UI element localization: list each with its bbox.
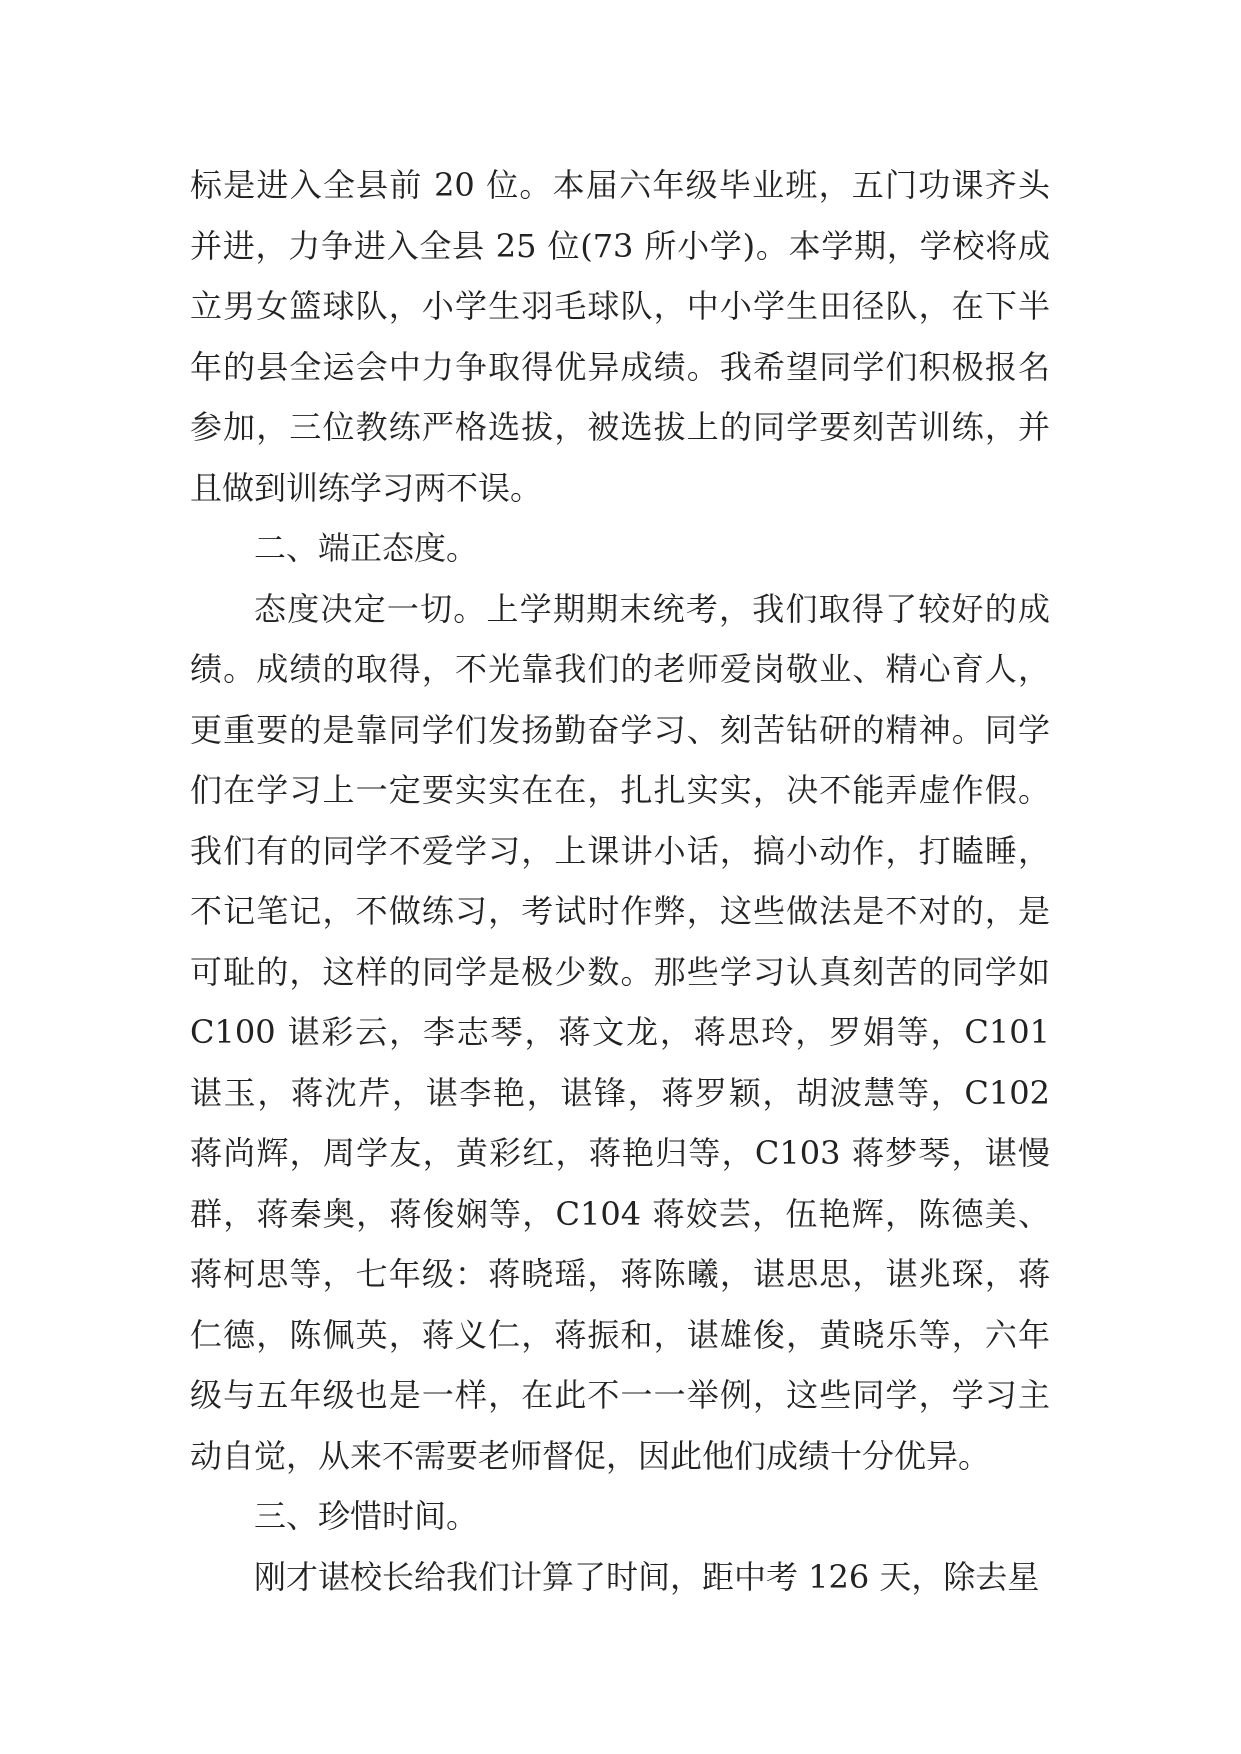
paragraph-attitude: 态度决定一切。上学期期末统考，我们取得了较好的成绩。成绩的取得，不光靠我们的老师爱岗敬业、精心育人，更重要的是靠同学们发扬勤奋学习、刻苦钻研的精神。同学们在学习上一定要实实在在，扎扎实实，决不能弄虚作假。我们有的同学不爱学习，上课讲小话，搞小动作，打瞌睡，不记笔记，不做练习，考试时作弊，这些做法是不对的，是可耻的，这样的同学是极少数。那些学习认真刻苦的同学如 C100 谌彩云，李志琴，蒋文龙，蒋思玲，罗娟等，C101 谌玉，蒋沈芹，谌李艳，谌锋，蒋罗颖，胡波慧等，C102 蒋尚辉，周学友，黄彩红，蒋艳归等，C103 蒋梦琴，谌慢群，蒋秦奥，蒋俊娴等，C104 蒋姣芸，伍艳辉，陈德美、蒋柯思等，七年级：蒋晓瑶，蒋陈曦，谌思思，谌兆琛，蒋仁德，陈佩英，蒋义仁，蒋振和，谌雄俊，黄晓乐等，六年级与五年级也是一样，在此不一一举例，这些同学，学习主动自觉，从来不需要老师督促，因此他们成绩十分优异。 [190, 589, 1050, 1475]
paragraph-continued: 标是进入全县前 20 位。本届六年级毕业班，五门功课齐头并进，力争进入全县 25 位(73 所小学)。本学期，学校将成立男女篮球队，小学生羽毛球队，中小学生田径队，在下半年的县全运会中力争取得优异成绩。我希望同学们积极报名参加，三位教练严格选拔，被选拔上的同学要刻苦训练，并且做到训练学习两不误。 [190, 166, 1050, 507]
paragraph-time: 刚才谌校长给我们计算了时间，距中考 126 天，除去星 [254, 1557, 1040, 1596]
document-body [190, 155, 1050, 1607]
section-heading-attitude: 二、端正态度。 [254, 529, 479, 567]
section-heading-time: 三、珍惜时间。 [254, 1497, 479, 1535]
